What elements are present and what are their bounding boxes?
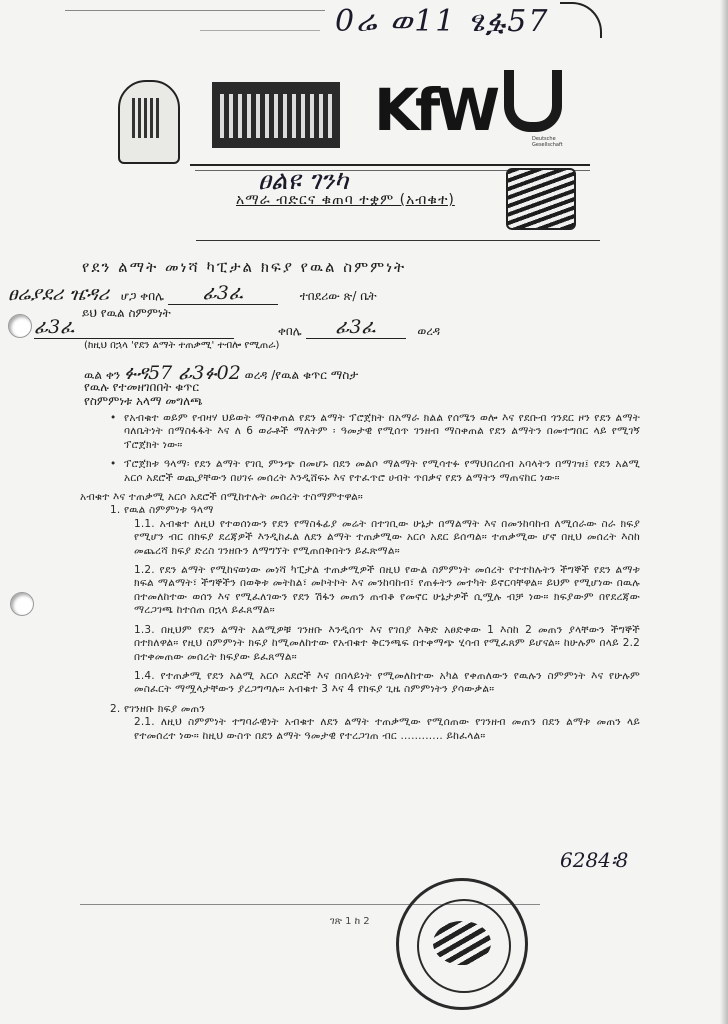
label-kebele-2: ቀበሌ — [277, 324, 302, 338]
top-rule — [65, 10, 325, 11]
acsi-logo — [506, 168, 576, 230]
label-woreda: ወረዳ — [417, 324, 441, 338]
paragraph-bullet-2: • ፕሮጀክቱ ዓላማ፡ የደን ልማት የገቢ ምንጭ በመሆኑ በደን መልሶ ማልማት የሚሳተፉ የማህበረሰብ አባላትን በማገዝ፤ የደን አልሚ አርሶ አደሮች ወጪያቸውን በሀገሩ መሰረት እንዲሸፍኑ እና የተፈጥሮ ሀብት ጥበቃና የደን ልማትን ማጠናከር ነው። — [80, 458, 640, 485]
label-contract: ይህ የዉል ስምምነት — [82, 306, 171, 320]
paragraph-bullet-1: • የአብቁተ ወይም የብዛሃ ህይወት ማስቀጠል የደን ልማት ፕሮጀክት በአማራ ክልል የሰሜን ወሎ እና የደቡብ ጎንደር ዞን የደን ልማት ባለቤትነት በማስፋፋት እና ለ 6 ወራቶች ማለትም ፡ ዓመታዊ የሚሰጥ ገንዘብ ማስቀጠል የደን ልማትን በመተግበር ላይ የሚገኝ ፕሮጀክት ነው። — [80, 412, 640, 452]
form-row-6 — [84, 394, 203, 409]
beneficiary-name: ፊ3ፈ — [34, 316, 234, 339]
subtitle-rule — [196, 240, 600, 241]
top-handwritten-annotation: 0ሬ ወ11 ፄፏ57 — [335, 4, 550, 39]
contract-body — [80, 412, 640, 743]
document-title: የደን ልማት መነሻ ካፒታል ክፍያ የዉል ስምምነት — [82, 258, 407, 276]
gtz-logo — [500, 68, 566, 152]
form-row-5 — [84, 380, 199, 395]
form-row-1 — [8, 282, 377, 305]
date-ref-value: ፉዳ57 ፊ3ፉ02 — [124, 362, 241, 384]
sub-kebele-value: ፊ3ፈ — [306, 316, 406, 339]
header-rule — [190, 164, 590, 166]
handwritten-page-number: 6284፡8 — [560, 848, 629, 872]
clause-1-4: 1.4. የተጠቃሚ የደን አልሚ አርሶ አደሮች እና በበላይነት የሚመለከተው አካል የቀጠለውን የዉሉን ስምምነት እና የሁሉም መስፈርት ማሟላታቸውን ያረጋግጣሉ። አብቁተ 3 እና 4 የክፍያ ጊዜ ስምምነትን ያሳውቃል። — [134, 669, 640, 696]
kfw-logo: KfW — [374, 76, 497, 144]
label-contract-number: ወረዳ /የዉል ቁጥር ማስታ — [244, 368, 359, 382]
section-heading-1: 1. የዉል ስምምነቱ ዓላማ — [110, 504, 214, 517]
top-rule — [200, 30, 320, 31]
label-office: ተበደሪው ጽ/ ቤት — [299, 289, 377, 303]
punch-hole — [10, 592, 34, 616]
building-logo — [212, 82, 340, 148]
section-heading-2: 2. የገንዘቡ ክፍያ መጠን — [110, 702, 206, 715]
footer-page-text: ገጽ 1 ከ 2 — [330, 916, 370, 927]
form-row-3 — [34, 316, 440, 339]
label-purpose: የስምምነቱ አላማ መግለጫ — [84, 394, 203, 408]
gtz-logo-caption: Deutsche Gesellschaft — [532, 136, 563, 148]
clause-1-2: 1.2. የደን ልማት የሚከናወነው መነሻ ካፒታል ተጠቃሚዎች በዚህ የውል ስምምነት መሰረት የተተከሉትን ችግኞች የደን ልማቱ ክፍል ማልማት፣ ችግኞችን በወቅቱ መትከል፣ መኮትኮት እና መንከባከብ፣ የጠፉትን መተካት ይኖርባቸዋል። ይህም የሚሆነው በዉሉ በተመለከተው ወሰን እና የሚፈለገውን የደን ሽፋን መጠን ጠብቆ የመኖር ሁኔታዎች ሲሟሉ ብቻ ነው። ክፍያውም በየደረጃው ማረጋገጫ ከተሰጠ በኋላ ይፈጸማል። — [134, 564, 640, 617]
label-date: ዉል ቀን — [84, 368, 121, 382]
punch-hole — [8, 314, 32, 338]
paragraph-agreement: አብቁተ እና ተጠቃሚ አርሶ አደሮች በሚከተሉት መሰረት ተስማምተዋል። — [80, 491, 364, 504]
institution-subtitle: አማራ ብድርና ቁጠባ ተቋም (አብቁተ) — [236, 192, 455, 208]
clause-2-1: 2.1. ለዚህ ስምምነት ተግባራዊነት አብቁተ ለደን ልማት ተጠቃሚው የሚሰጠው የገንዘብ መጠን በደን ልማቱ መጠን ላይ የተመሰረተ ነው። ከዚህ ውስጥ በደን ልማት ዓመታዊ የተረጋገጠ ብር ............ ይከፈላል። — [134, 716, 640, 742]
clause-1-3: 1.3. በዚህም የደን ልማት አልሚዎቹ ገንዘቡ እንዲሰጥ እና የገበያ እቅድ አፀድቀው 1 እስከ 2 መጠን ያላቸውን ችግኞች በተክለዋል። የዚህ ስምምነት ክፍያ ከሚመለከተው የአብቁተ ቅርንጫፍ በተቀማጭ ሂሳብ የሚፈጸም ይሆናል። ከሁሉም በላይ 2.2 በተቀመጠው መሰረት ክፍያው ይፈጸማል። — [134, 623, 640, 663]
handwritten-arc — [560, 2, 602, 38]
handwritten-name: ፀሬያደሪ ዤዳሪ — [8, 283, 109, 305]
form-note: (ከዚህ በኋላ 'የደን ልማት ተጠቃሚ' ተብሎ የሚጠራ) — [84, 340, 280, 351]
label-kebele: ሆጋ ቀበሌ — [120, 289, 165, 303]
official-stamp — [396, 878, 528, 1010]
page-edge-shadow — [720, 0, 728, 1024]
clause-1-1: 1.1. አብቁተ ለዚህ የተወሰነውን የደን የማስፋፊያ መሬት በተገቢው ሁኔታ በማልማት እና በመንከባከብ ለሚሰራው ስራ ክፍያ የሚሆን ብር በክፍያ ደረጃዎች እንዲከፈል ለደን ልማት ተጠቃሚው አርሶ አደር ይሰጣል። ተጠቃሚው ሆኖ በዚህ መሰረት እስከ መጨረሻ ክፍያ ድረስ ገንዘቡን ለማግኘት የሚጠበቅበትን ይፈጽማል። — [134, 517, 640, 557]
kebele-value: ፊ3ፈ — [168, 282, 278, 305]
label-registration: የዉሉ የተመዘገበበት ቁጥር — [84, 380, 200, 394]
university-logo — [118, 80, 180, 164]
handwritten-title: ፀልዩ ገንካ — [258, 166, 349, 196]
